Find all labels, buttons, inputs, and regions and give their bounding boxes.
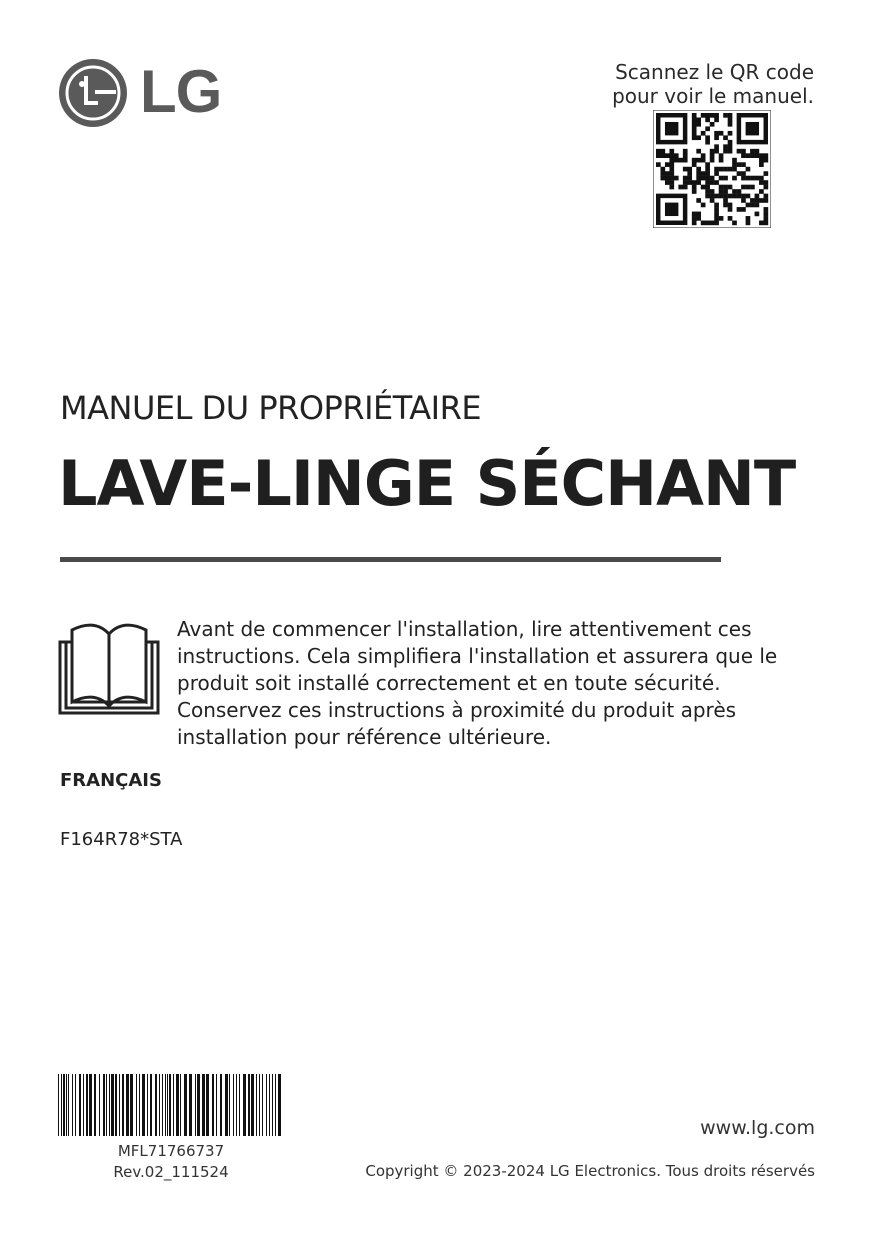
lg-logo: [58, 58, 222, 128]
installation-notice: [177, 616, 817, 751]
document-revision: Rev.02_111524: [113, 1163, 229, 1181]
document-number: MFL71766737: [117, 1142, 225, 1160]
notice-line: produit soit installé correctement et en toute sécurité.: [177, 671, 721, 695]
product-title: LAVE-LINGE SÉCHANT: [58, 447, 796, 520]
qr-caption-line: pour voir le manuel.: [612, 84, 814, 108]
model-number: F164R78*STA: [60, 829, 183, 850]
notice-line: Conservez ces instructions à proximité du produit après: [177, 698, 737, 722]
book-icon: [58, 620, 160, 716]
qr-caption-line: Scannez le QR code: [615, 60, 814, 84]
qr-code-icon: [653, 110, 771, 228]
notice-line: Avant de commencer l'installation, lire attentivement ces: [177, 617, 752, 641]
lg-face-icon: [58, 58, 128, 128]
qr-code[interactable]: [653, 110, 771, 228]
website-link[interactable]: www.lg.com: [700, 1117, 815, 1139]
qr-caption: [584, 60, 814, 108]
title-divider: [60, 557, 721, 562]
lg-logo-text: LG: [140, 58, 222, 125]
notice-line: installation pour référence ultérieure.: [177, 725, 552, 749]
copyright-notice: Copyright © 2023-2024 LG Electronics. Tous droits réservés: [365, 1162, 815, 1180]
barcode-icon: [58, 1074, 284, 1136]
notice-line: instructions. Cela simplifiera l'installation et assurera que le: [177, 644, 778, 668]
document-type: MANUEL DU PROPRIÉTAIRE: [60, 389, 482, 427]
language-label: FRANÇAIS: [60, 770, 162, 791]
barcode: [58, 1074, 284, 1136]
